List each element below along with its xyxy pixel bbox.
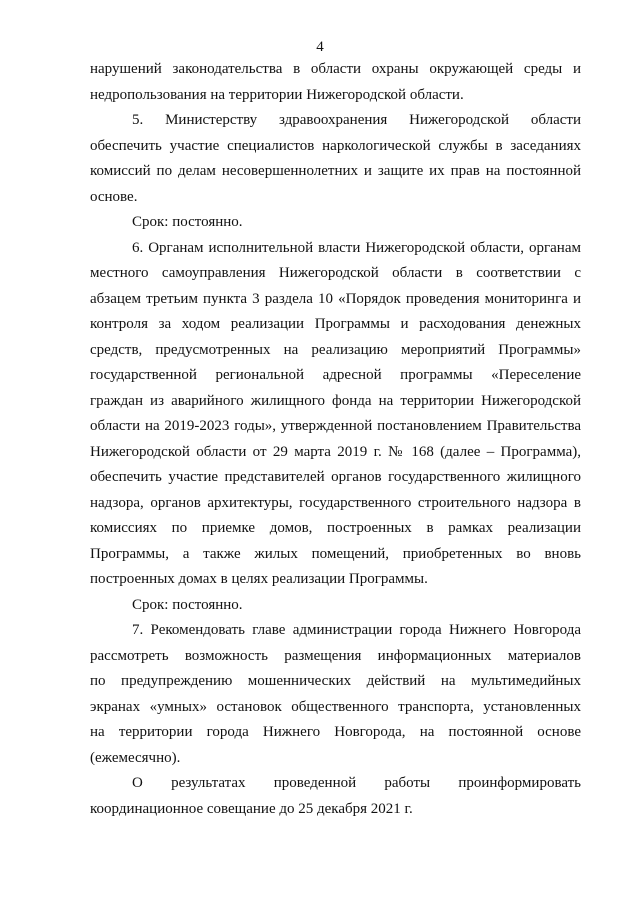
text-line: недропользования на территории Нижегородской области. [90,86,464,103]
page-number: 4 [316,39,324,55]
text-line: 7. Рекомендовать главе администрации города Нижнего Новгорода [132,622,581,638]
paragraph-p5 [90,108,581,210]
paragraph-p7-report [90,771,581,822]
text-line: области на 2019-2023 годы», утвержденной постановлением Правительства [90,418,581,434]
text-line: обеспечить участие представителей органов государственного жилищного [90,469,581,485]
text-line: 6. Органам исполнительной власти Нижегородской области, органам [132,239,581,256]
text-line: (ежемесячно). [90,749,181,766]
text-line: Программы, а также жилых помещений, приобретенных во вновь [90,545,581,562]
text-line: комиссий по делам несовершеннолетних и защите их прав на постоянной [90,163,581,179]
paragraph-p6-term [90,593,581,619]
text-line: 5. Министерству здравоохранения Нижегородской области [132,112,581,128]
text-line: местного самоуправления Нижегородской области в соответствии с [90,265,581,281]
paragraph-p6 [90,236,581,593]
paragraph-p5-term [90,210,581,236]
text-line: надзора, органов архитектуры, государственного строительного надзора в [90,494,581,511]
text-line: обеспечить участие специалистов наркологической службы в заседаниях [90,137,581,154]
text-line: государственной региональной адресной программы «Переселение [90,367,581,383]
text-line: нарушений законодательства в области охраны окружающей среды и [90,61,581,77]
text-line: комиссиях по приемке домов, построенных в рамках реализации [90,520,581,536]
paragraph-p7 [90,618,581,771]
text-line: О результатах проведенной работы проинформировать [132,775,581,791]
text-line: по предупреждению мошеннических действий на мультимедийных [90,673,581,689]
text-line: Срок: постоянно. [132,214,243,230]
paragraph-p-cont [90,57,581,108]
text-line: построенных домах в целях реализации Программы. [90,571,428,587]
text-line: Срок: постоянно. [132,596,243,613]
text-line: координационное совещание до 25 декабря 2021 г. [90,800,413,817]
text-line: на территории города Нижнего Новгорода, на постоянной основе [90,724,581,740]
text-line: абзацем третьим пункта 3 раздела 10 «Порядок проведения мониторинга и [90,290,581,307]
text-line: контроля за ходом реализации Программы и расходования денежных [90,316,581,332]
text-line: средств, предусмотренных на реализацию мероприятий Программы» [90,341,581,358]
text-line: рассмотреть возможность размещения информационных материалов [90,647,581,664]
text-line: Нижегородской области от 29 марта 2019 г. № 168 (далее – Программа), [90,443,581,460]
document-body [90,57,581,822]
text-line: экранах «умных» остановок общественного транспорта, установленных [90,698,581,715]
text-line: граждан из аварийного жилищного фонда на территории Нижегородской [90,392,581,409]
text-line: основе. [90,188,138,205]
